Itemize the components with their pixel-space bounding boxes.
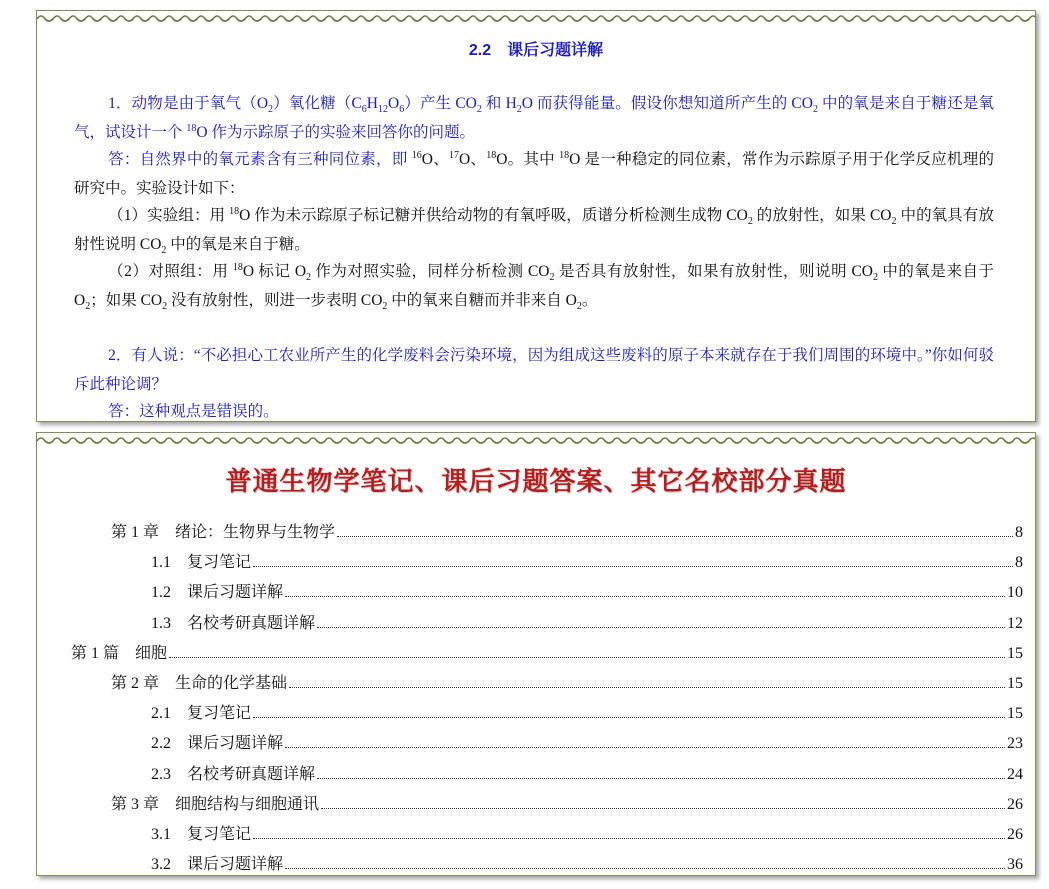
toc-page-number: 24 bbox=[1007, 765, 1023, 783]
toc-entry-title: 绪论：生物界与生物学 bbox=[175, 524, 336, 541]
toc-entry[interactable] bbox=[151, 761, 1023, 789]
toc-entry[interactable] bbox=[151, 851, 1023, 876]
toc-page-number: 12 bbox=[1007, 614, 1023, 632]
toc-page-number: 26 bbox=[1007, 795, 1023, 813]
toc-entry-number: 2.3 bbox=[151, 765, 188, 783]
toc-leader-dots bbox=[285, 746, 1005, 748]
toc-leader-dots bbox=[253, 837, 1005, 839]
document-page-1 bbox=[36, 10, 1036, 422]
toc-entry-number: 2.1 bbox=[151, 705, 188, 723]
toc-leader-dots bbox=[289, 686, 1005, 688]
toc-leader-dots bbox=[285, 595, 1005, 597]
toc-entry-title: 复习笔记 bbox=[187, 826, 252, 843]
toc-entry-title: 课后习题详解 bbox=[187, 856, 284, 874]
decorative-wavy-border bbox=[37, 433, 1035, 447]
toc-page-number: 8 bbox=[1015, 524, 1023, 541]
toc-entry[interactable] bbox=[151, 730, 1023, 758]
wavy-line bbox=[37, 16, 1035, 21]
toc-entry-number: 第 1 章 bbox=[111, 524, 176, 541]
toc-entry-title: 生命的化学基础 bbox=[175, 675, 288, 692]
toc-leader-dots bbox=[317, 626, 1005, 628]
toc-entry-number: 第 1 篇 bbox=[71, 644, 136, 662]
toc-entry-number: 1.1 bbox=[151, 554, 188, 572]
toc-entry-number: 1.3 bbox=[151, 614, 188, 632]
toc-leader-dots bbox=[337, 535, 1013, 537]
toc-entry-title: 课后习题详解 bbox=[187, 584, 284, 602]
toc-entry[interactable] bbox=[111, 791, 1023, 819]
toc-entry-title: 细胞 bbox=[135, 644, 168, 662]
toc-entry-title: 细胞结构与细胞通讯 bbox=[175, 795, 320, 813]
toc-entry-title: 名校考研真题详解 bbox=[187, 765, 316, 783]
decorative-wavy-border bbox=[37, 11, 1035, 25]
book-title: 普通生物学笔记、课后习题答案、其它名校部分真题 bbox=[225, 467, 847, 497]
toc-page-number: 26 bbox=[1007, 826, 1023, 843]
toc-entry[interactable] bbox=[151, 610, 1023, 638]
toc-page-number: 15 bbox=[1007, 675, 1023, 692]
toc-entry-number: 第 2 章 bbox=[111, 675, 176, 692]
toc-page-number: 23 bbox=[1007, 735, 1023, 753]
toc-leader-dots bbox=[169, 656, 1005, 658]
section-title: 2.2 课后习题详解 bbox=[468, 42, 604, 59]
toc-page-number: 36 bbox=[1007, 856, 1023, 874]
toc-entry[interactable] bbox=[111, 519, 1023, 547]
toc-entry-title: 复习笔记 bbox=[187, 554, 252, 572]
toc-entry-title: 名校考研真题详解 bbox=[187, 614, 316, 632]
answer-1-experiment: （1）实验组：用 $^{18}$O 作为未示踪原子标记糖并供给动物的有氧呼吸，质谱分析检测生成物 $CO_2$ 的放射性，如果 $CO_2$ 中的氧具有放射性说明 $CO_2$ 中的氧是来自于糖。 bbox=[74, 205, 994, 257]
document-page-2 bbox=[36, 432, 1036, 876]
toc-leader-dots bbox=[253, 565, 1013, 567]
toc-entry[interactable] bbox=[151, 821, 1023, 849]
answer-2: 答：这种观点是错误的。 bbox=[108, 403, 279, 420]
toc-leader-dots bbox=[321, 807, 1005, 809]
answer-1-control: （2）对照组：用 $^{18}$O 标记 $O_2$ 作为对照实验，同样分析检测 $CO_2$ 是否具有放射性，如果有放射性，则说明 $CO_2$ 中的氧是来自于 $O_2$；如果 $CO_2$ 没有放射性，则进一步表明 $CO_2$ 中的氧来自糖而并非来自 $O_2$。 bbox=[74, 261, 994, 313]
toc-entry-number: 2.2 bbox=[151, 735, 188, 753]
toc-entry-number: 3.2 bbox=[151, 856, 188, 874]
toc-entry[interactable] bbox=[151, 549, 1023, 577]
toc-entry[interactable] bbox=[151, 700, 1023, 728]
toc-entry-number: 1.2 bbox=[151, 584, 188, 602]
toc-entry-number: 3.1 bbox=[151, 826, 188, 843]
toc-leader-dots bbox=[285, 867, 1005, 869]
toc-entry[interactable] bbox=[111, 670, 1023, 698]
toc-leader-dots bbox=[317, 777, 1005, 779]
toc-entry[interactable] bbox=[151, 579, 1023, 607]
toc-leader-dots bbox=[253, 716, 1005, 718]
toc-entry[interactable] bbox=[71, 640, 1023, 668]
toc-page-number: 8 bbox=[1015, 554, 1023, 572]
toc-page-number: 15 bbox=[1007, 705, 1023, 723]
wavy-line bbox=[37, 438, 1035, 443]
toc-entry-number: 第 3 章 bbox=[111, 795, 176, 813]
toc-entry-title: 复习笔记 bbox=[187, 705, 252, 723]
toc-page-number: 15 bbox=[1007, 644, 1023, 662]
answer-1-intro: 答：自然界中的氧元素含有三种同位素，即 $^{16}$O、$^{17}$O、$^{18}$O。其中 $^{18}$O 是一种稳定的同位素，常作为示踪原子用于化学反应机理的研究中。实验设计如下： bbox=[74, 149, 994, 197]
question-2: 2．有人说：“不必担心工农业所产生的化学废料会污染环境，因为组成这些废料的原子本来就存在于我们周围的环境中。”你如何驳斥此种论调？ bbox=[74, 347, 994, 393]
toc-entry-title: 课后习题详解 bbox=[187, 735, 284, 753]
question-1: 1．动物是由于氧气$(O_2)$氧化糖$(C_6H_{12}O_6)$产生 $CO_2$ 和 $H_2O$ 而获得能量。假设你想知道所产生的 $CO_2$ 中的氧是来自于糖还是氧气，试设计一个 $^{18}$O 作为示踪原子的实验来回答你的问题。 bbox=[74, 95, 994, 141]
toc-page-number: 10 bbox=[1007, 584, 1023, 602]
